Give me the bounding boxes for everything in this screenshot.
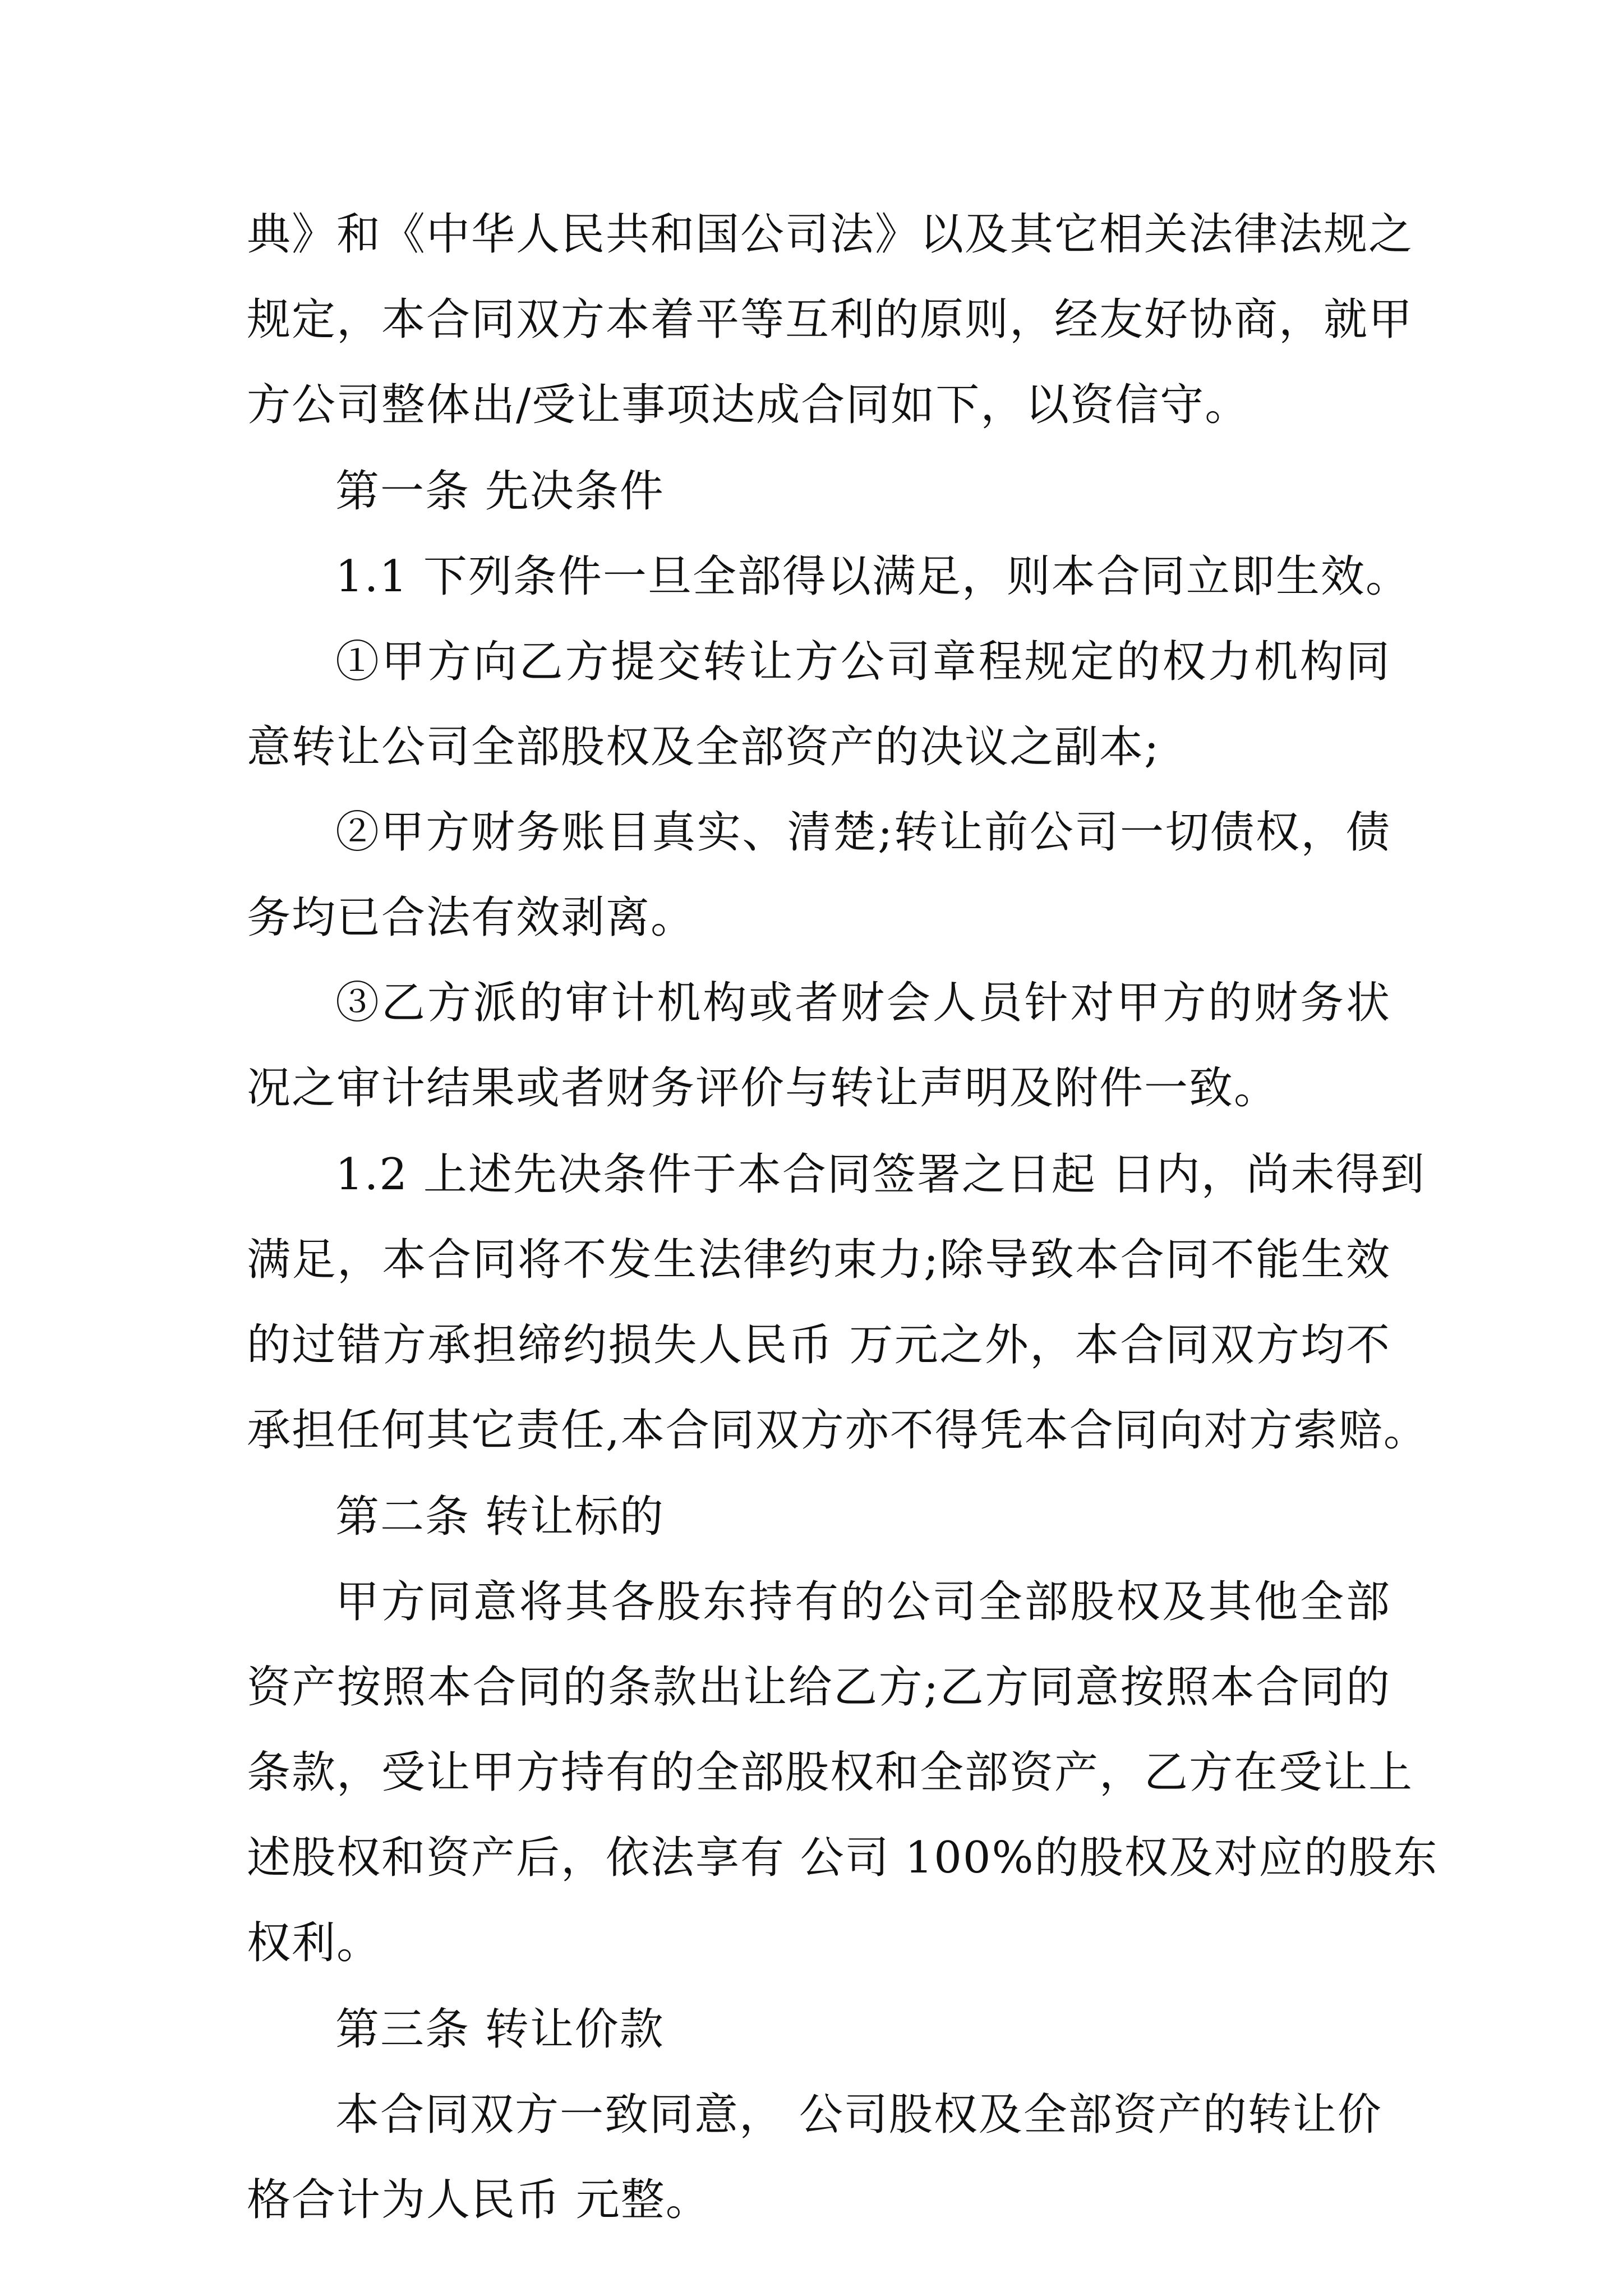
paragraph-line: 的过错方承担缔约损失人民币 万元之外，本合同双方均不	[247, 1320, 1391, 1370]
paragraph-line: 承担任何其它责任,本合同双方亦不得凭本合同向对方索赔。	[247, 1405, 1428, 1456]
paragraph-line: 满足，本合同将不发生法律约束力;除导致本合同不能生效	[247, 1235, 1391, 1285]
paragraph-line: 务均已合法有效剥离。	[247, 892, 696, 943]
paragraph-line: ①甲方向乙方提交转让方公司章程规定的权力机构同	[335, 637, 1391, 687]
paragraph-line: 述股权和资产后，依法享有 公司 100%的股权及对应的股东	[247, 1833, 1438, 1883]
paragraph-line: 条款，受让甲方持有的全部股权和全部资产，乙方在受让上	[247, 1747, 1414, 1798]
paragraph-line: 资产按照本合同的条款出让给乙方;乙方同意按照本合同的	[247, 1662, 1391, 1713]
paragraph-line: ②甲方财务账目真实、清楚;转让前公司一切债权，债	[335, 807, 1391, 858]
paragraph-line: 况之审计结果或者财务评价与转让声明及附件一致。	[247, 1063, 1279, 1114]
paragraph-line: 方公司整体出/受让事项达成合同如下，以资信守。	[247, 380, 1250, 430]
clause-line: 1.2 上述先决条件于本合同签署之日起 日内，尚未得到	[335, 1149, 1426, 1200]
paragraph-line: 本合同双方一致同意， 公司股权及全部资产的转让价	[335, 2090, 1382, 2140]
clause-line: 1.1 下列条件一旦全部得以满足，则本合同立即生效。	[335, 551, 1410, 602]
article-heading: 第一条 先决条件	[335, 466, 665, 517]
paragraph-line: 权利。	[247, 1918, 382, 1968]
paragraph-line: 典》和《中华人民共和国公司法》以及其它相关法律法规之	[247, 209, 1414, 260]
paragraph-line: ③乙方派的审计机构或者财会人员针对甲方的财务状	[335, 978, 1391, 1028]
article-heading: 第三条 转让价款	[335, 2004, 665, 2055]
paragraph-line: 格合计为人民币 元整。	[247, 2175, 711, 2225]
paragraph-line: 甲方同意将其各股东持有的公司全部股权及其他全部	[335, 1577, 1391, 1627]
article-heading: 第二条 转让标的	[335, 1492, 665, 1542]
paragraph-line: 意转让公司全部股权及全部资产的决议之副本;	[247, 722, 1160, 772]
paragraph-line: 规定，本合同双方本着平等互利的原则，经友好协商，就甲	[247, 295, 1414, 345]
